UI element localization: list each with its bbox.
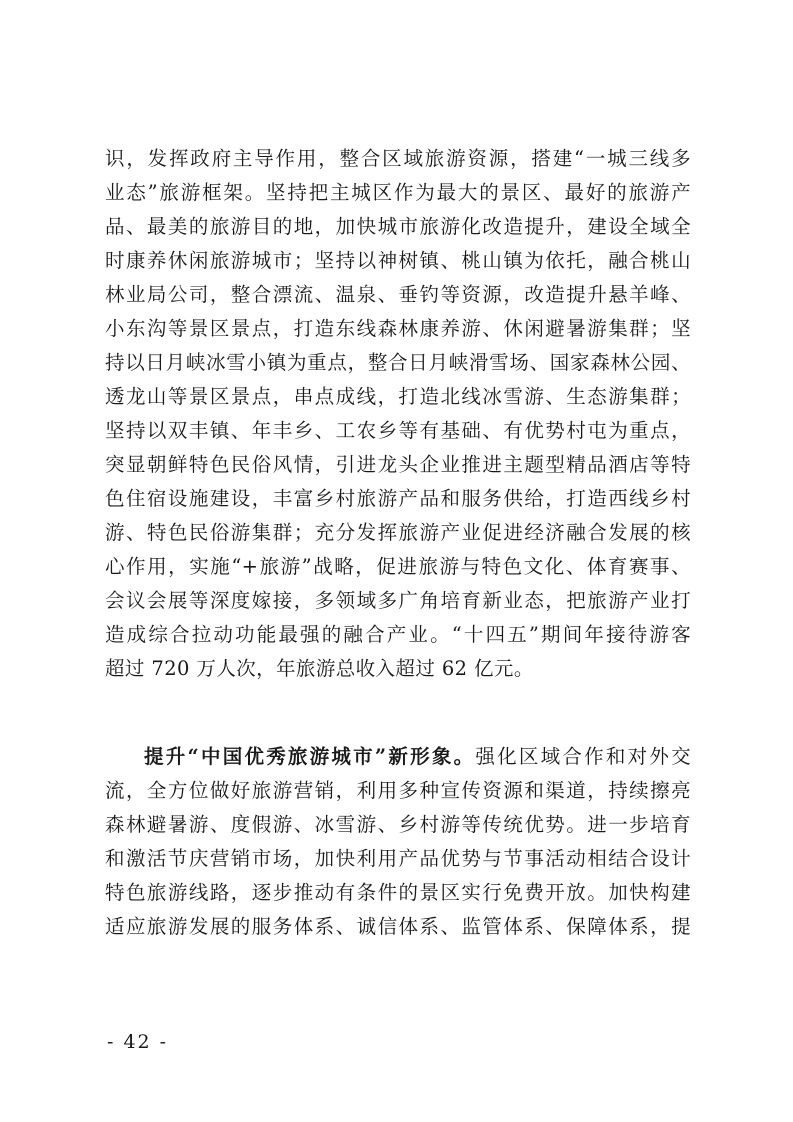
paragraph-line: 品、最美的旅游目的地，加快城市旅游化改造提升，建设全域全 (105, 215, 691, 238)
paragraph-line: 超过 720 万人次，年旅游总收入超过 62 亿元。 (105, 657, 534, 680)
paragraph-line: 持以日月峡冰雪小镇为重点，整合日月峡滑雪场、国家森林公园、 (105, 351, 691, 374)
paragraph-line: 和激活节庆营销市场，加快利用产品优势与节事活动相结合设计 (105, 847, 691, 870)
paragraph-line: 突显朝鲜特色民俗风情，引进龙头企业推进主题型精品酒店等特 (105, 453, 691, 476)
paragraph-line: 游、特色民俗游集群；充分发挥旅游产业促进经济融合发展的核 (105, 521, 691, 544)
paragraph-line: 林业局公司，整合漂流、温泉、垂钓等资源，改造提升悬羊峰、 (105, 283, 691, 306)
paragraph-line: 森林避暑游、度假游、冰雪游、乡村游等传统优势。进一步培育 (105, 813, 691, 836)
paragraph-line: 透龙山等景区景点，串点成线，打造北线冰雪游、生态游集群； (105, 385, 691, 408)
paragraph-line-rest: 强化区域合作和对外交 (475, 745, 691, 768)
paragraph-tourism-framework (105, 142, 691, 686)
paragraph-line: 流，全方位做好旅游营销，利用多种宣传资源和渠道，持续擦亮 (105, 779, 691, 802)
paragraph-line: 小东沟等景区景点，打造东线森林康养游、休闲避暑游集群；坚 (105, 317, 691, 340)
paragraph-line: 造成综合拉动功能最强的融合产业。“十四五”期间年接待游客 (105, 623, 691, 646)
paragraph-city-image (105, 740, 691, 944)
paragraph-line: 心作用，实施“+旅游”战略，促进旅游与特色文化、体育赛事、 (105, 555, 691, 578)
paragraph-heading: 提升“中国优秀旅游城市”新形象。 (144, 745, 476, 768)
paragraph-line: 时康养休闲旅游城市；坚持以神树镇、桃山镇为依托，融合桃山 (105, 249, 691, 272)
paragraph-line: 适应旅游发展的服务体系、诚信体系、监管体系、保障体系，提 (105, 915, 691, 938)
paragraph-line: 坚持以双丰镇、年丰乡、工农乡等有基础、有优势村屯为重点， (105, 419, 691, 442)
paragraph-first-line (105, 740, 691, 774)
paragraph-line: 色住宿设施建设，丰富乡村旅游产品和服务供给，打造西线乡村 (105, 487, 691, 510)
paragraph-line: 会议会展等深度嫁接，多领域多广角培育新业态，把旅游产业打 (105, 589, 691, 612)
paragraph-line: 特色旅游线路，逐步推动有条件的景区实行免费开放。加快构建 (105, 881, 691, 904)
page-number: - 42 - (107, 1031, 169, 1053)
paragraph-line: 业态”旅游框架。坚持把主城区作为最大的景区、最好的旅游产 (105, 181, 691, 204)
paragraph-line: 识，发挥政府主导作用，整合区域旅游资源，搭建“一城三线多 (105, 147, 691, 170)
